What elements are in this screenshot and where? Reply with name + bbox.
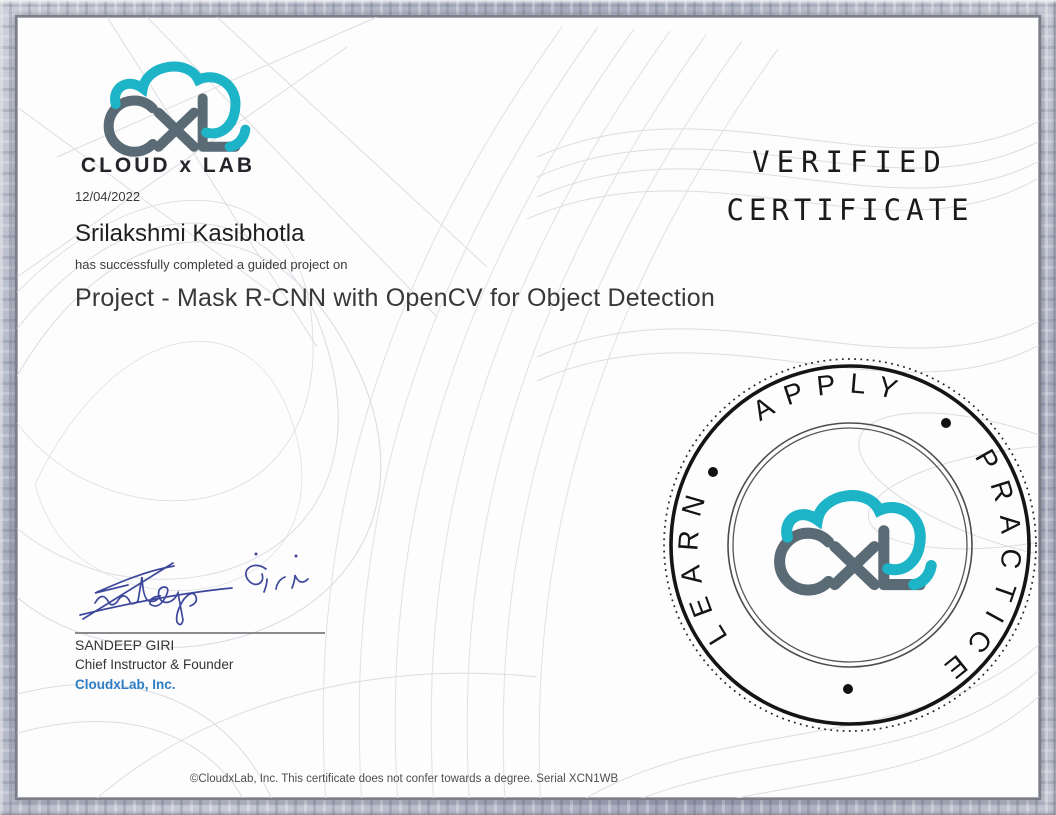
verified-certificate-badge [700,145,1000,227]
signatory-company-link[interactable]: CloudxLab, Inc. [75,677,176,692]
seal-word-practice: PRACTICE [929,443,1028,693]
seal-word-apply: APPLY [747,367,914,427]
signatory-name: SANDEEP GIRI [75,637,175,653]
signature-handwriting [70,545,330,645]
signature-divider [75,632,325,634]
badge-line1: VERIFIED [752,145,948,179]
seal-word-learn: LEARN [672,479,734,651]
issue-date: 12/04/2022 [75,189,141,204]
completion-text: has successfully completed a guided project on [75,257,348,272]
learn-apply-practice-seal [658,353,1041,737]
brand-name: CLOUD x LAB [80,154,256,177]
certificate-body [15,15,1041,800]
badge-line2: CERTIFICATE [726,193,974,227]
recipient-name: Srilakshmi Kasibhotla [75,220,305,247]
footer-disclaimer: ©CloudxLab, Inc. This certificate does not confer towards a degree. Serial XCN1WB [189,773,619,785]
signatory-title: Chief Instructor & Founder [75,657,234,672]
seal-logo [780,496,932,590]
course-title: Project - Mask R-CNN with OpenCV for Object Detection [75,284,715,312]
